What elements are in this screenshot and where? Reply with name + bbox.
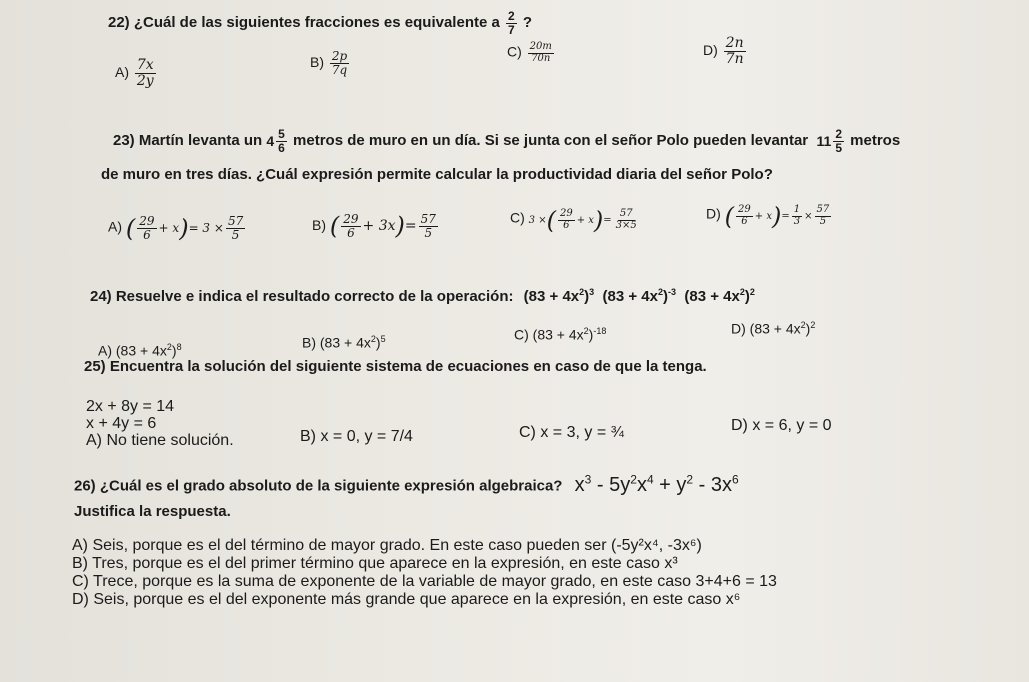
q25-option-a[interactable]: A) No tiene solución. [86, 432, 234, 449]
q24-operation: $(83 + 4x^2)^3$ $(83 + 4x^2)^{-3}$ $(83 + 4x^2)^2$ [523, 287, 755, 305]
q22-option-b[interactable]: B) $\frac{2p}{7q}$ [310, 49, 348, 77]
q24-option-a[interactable]: A) $(83 + 4x^2)^8$ [98, 342, 182, 359]
q25-equation-1: 2x + 8y = 14 [86, 398, 175, 415]
q23-question-line2: de muro en tres días. ¿Cuál expresión permite calcular la productividad diaria del señor Polo? [101, 166, 773, 183]
q23-mixed1-whole: 4 [266, 133, 275, 150]
q26-option-b[interactable]: B) Tres, porque es el del primer término que aparece en la expresión, en este caso x³ [72, 555, 678, 572]
q24-option-c[interactable]: C) $(83 + 4x^2)^{-18}$ [514, 326, 607, 343]
q26-question-text: 26) ¿Cuál es el grado absoluto de la siguiente expresión algebraica? [74, 477, 563, 495]
q26-justify: Justifica la respuesta. [74, 503, 231, 520]
q26-expression: $x^3 - 5y^2x^4 + y^2 - 3x^6$ [574, 472, 739, 496]
q22-option-c-fraction: $\frac{20m}{70n}$ [529, 41, 552, 64]
q22-option-c[interactable]: C) $\frac{20m}{70n}$ [507, 41, 552, 64]
q23-mixed2-fraction: $\frac{2}{5}$ [835, 127, 842, 155]
q25-option-b[interactable]: B) x = 0, y = 7/4 [300, 428, 413, 445]
q24-question-text: 24) Resuelve e indica el resultado correcto de la operación: [90, 288, 514, 305]
q23-text3: metros [850, 132, 901, 150]
q22-question-text: 22) ¿Cuál de las siguientes fracciones es equivalente a [108, 14, 500, 32]
q23-option-d[interactable]: D) ( $\frac{29}{6}$ + x)= $\frac{1}{3}$ × $\frac{57}{5}$ [706, 202, 830, 230]
q26-option-d[interactable]: D) Seis, porque es el del exponente más grande que aparece en la expresión, en este caso x⁶ [72, 591, 741, 608]
q22-option-a-fraction: $\frac{7x}{2y}$ [136, 57, 154, 89]
q23-text2: metros de muro en un día. Si se junta con el señor Polo pueden levantar [293, 132, 809, 150]
q23-question-line1 [113, 128, 900, 154]
q25-question: 25) Encuentra la solución del siguiente sistema de ecuaciones en caso de que la tenga. [84, 358, 707, 375]
q26-question [74, 472, 739, 497]
q24-option-d[interactable]: D) $(83 + 4x^2)^2$ [731, 320, 816, 337]
q23-option-c[interactable]: C) 3 ×( $\frac{29}{6}$ + x)= $\frac{57}{3\times 5}$ [510, 206, 637, 234]
q22-option-b-fraction: $\frac{2p}{7q}$ [331, 49, 348, 77]
q22-option-d[interactable]: D) $\frac{2n}{7n}$ [703, 35, 744, 67]
q23-mixed1-fraction: $\frac{5}{6}$ [278, 127, 285, 155]
q23-text1: 23) Martín levanta un [113, 132, 263, 150]
q24-option-b[interactable]: B) $(83 + 4x^2)^5$ [302, 334, 386, 351]
q24-question [90, 287, 755, 305]
q23-option-a[interactable]: A) ( $\frac{29}{6}$ + x)= 3 × $\frac{57}{5}$ [108, 213, 244, 242]
q22-question-mark: ? [522, 14, 533, 32]
q22-option-a[interactable]: A) $\frac{7x}{2y}$ [115, 57, 154, 89]
q23-option-b[interactable]: B) ( $\frac{29}{6}$ + 3x)= $\frac{57}{5}$ [312, 211, 436, 240]
q23-mixed2-whole: 11 [816, 133, 832, 150]
q22-target-fraction: $\frac{2}{7}$ [508, 9, 515, 37]
q26-option-c[interactable]: C) Trece, porque es la suma de exponente de la variable de mayor grado, en este caso 3+4+6 = 13 [72, 573, 777, 590]
q25-equation-2: x + 4y = 6 [86, 415, 157, 432]
q22-option-d-fraction: $\frac{2n}{7n}$ [725, 35, 744, 67]
q22-question [108, 10, 532, 36]
q25-option-c[interactable]: C) x = 3, y = ¾ [519, 424, 624, 441]
q25-option-d[interactable]: D) x = 6, y = 0 [731, 417, 832, 434]
q26-option-a[interactable]: A) Seis, porque es el del término de mayor grado. En este caso pueden ser (-5y²x⁴, -3x⁶) [72, 537, 702, 554]
